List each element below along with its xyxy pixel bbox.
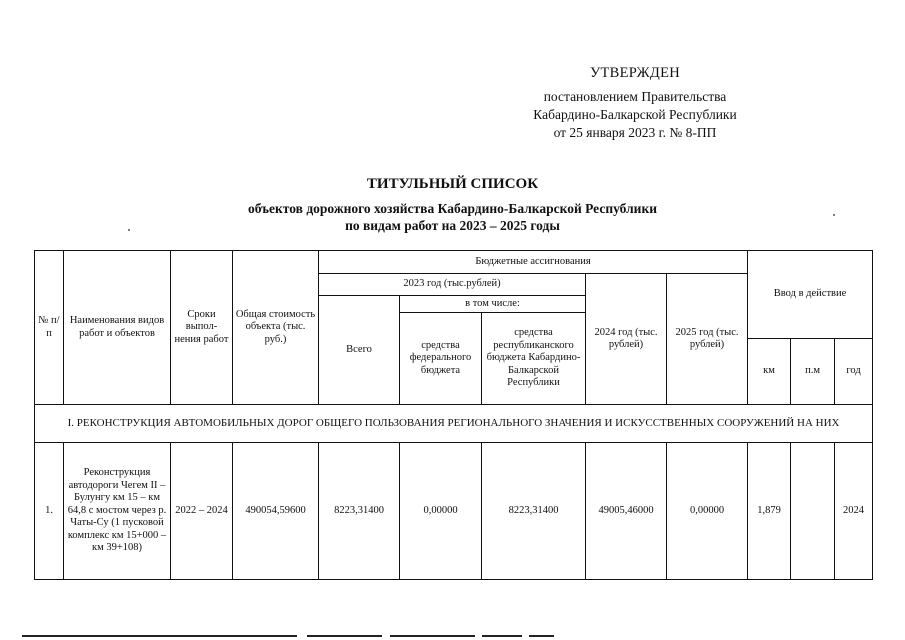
- cell-republican: 8223,31400: [482, 443, 586, 580]
- cell-pm: [791, 443, 835, 580]
- header-name: Наименования видов работ и объектов: [64, 251, 171, 405]
- subtitle-line: по видам работ на 2023 – 2025 годы: [345, 218, 560, 233]
- header-pm: п.м: [791, 339, 835, 405]
- approval-line: от 25 января 2023 г. № 8-ПП: [553, 125, 717, 140]
- cell-federal: 0,00000: [400, 443, 482, 580]
- page-cut-line: [529, 635, 554, 637]
- cell-num: 1.: [35, 443, 64, 580]
- approval-title: УТВЕРЖДЕН: [589, 65, 681, 81]
- header-year-2025: 2025 год (тыс. рублей): [667, 274, 748, 405]
- header-including: в том числе:: [400, 296, 586, 313]
- section-heading: I. РЕКОНСТРУКЦИЯ АВТОМОБИЛЬНЫХ ДОРОГ ОБЩЕГО ПОЛЬЗОВАНИЯ РЕГИОНАЛЬНОГО ЗНАЧЕНИЯ И ИСКУССТВЕННЫХ СООРУЖЕНИЙ НА НИХ: [35, 405, 873, 443]
- header-terms: Сроки выпол-нения работ: [171, 251, 233, 405]
- header-total: Всего: [319, 296, 400, 405]
- cell-total-2023: 8223,31400: [319, 443, 400, 580]
- subtitle-line: объектов дорожного хозяйства Кабардино-Балкарской Республики: [247, 201, 657, 216]
- header-year-2024: 2024 год (тыс. рублей): [586, 274, 667, 405]
- page-cut-line: [482, 635, 522, 637]
- document-title: ТИТУЛЬНЫЙ СПИСОК: [366, 176, 539, 192]
- header-num: № п/п: [35, 251, 64, 405]
- cell-2025: 0,00000: [667, 443, 748, 580]
- page-cut-line: [390, 635, 475, 637]
- cell-name: Реконструкция автодороги Чегем II – Булунгу км 15 – км 64,8 с мостом через р. Чаты-Су (1 пусковой комплекс км 15+000 – км 39+108): [64, 443, 171, 580]
- cell-total-cost: 490054,59600: [233, 443, 319, 580]
- header-budget: Бюджетные ассигнования: [319, 251, 748, 274]
- header-federal: средства федерального бюджета: [400, 313, 482, 405]
- title-list-table: [34, 250, 873, 580]
- approval-line: Кабардино-Балкарской Республики: [533, 107, 737, 122]
- approval-stamp: [500, 64, 770, 142]
- header-year-2023: 2023 год (тыс.рублей): [319, 274, 586, 296]
- header-total-cost: Общая стоимость объекта (тыс. руб.): [233, 251, 319, 405]
- header-republican: средства республиканского бюджета Кабардино-Балкарской Республики: [482, 313, 586, 405]
- table-row: [35, 443, 873, 580]
- header-commissioning: Ввод в действие: [748, 251, 873, 339]
- cell-km: 1,879: [748, 443, 791, 580]
- header-km: км: [748, 339, 791, 405]
- cell-terms: 2022 – 2024: [171, 443, 233, 580]
- approval-line: постановлением Правительства: [543, 89, 727, 104]
- page-cut-line: [307, 635, 382, 637]
- page-cut-line: [22, 635, 297, 637]
- document-subtitle: [0, 200, 905, 234]
- speck: [833, 214, 835, 216]
- cell-2024: 49005,46000: [586, 443, 667, 580]
- header-year: год: [835, 339, 873, 405]
- cell-year: 2024: [835, 443, 873, 580]
- speck: [128, 229, 130, 231]
